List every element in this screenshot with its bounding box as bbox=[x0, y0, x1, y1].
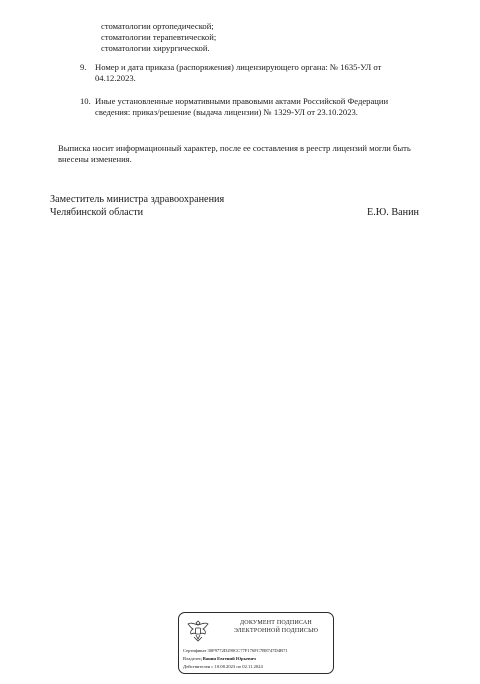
stamp-owner-row bbox=[183, 656, 256, 662]
disclaimer-line1: Выписка носит информационный характер, после ее составления в реестр лицензий могли быть bbox=[58, 143, 411, 153]
item-9-text-line2: 04.12.2023. bbox=[95, 73, 136, 83]
stamp-title-line2: ЭЛЕКТРОННОЙ ПОДПИСЬЮ bbox=[233, 628, 319, 634]
stamp-title-line1: ДОКУМЕНТ ПОДПИСАН bbox=[240, 620, 312, 626]
stamp-validity-label: Действителен с bbox=[183, 664, 214, 669]
activity-item: стоматологии ортопедической; bbox=[101, 21, 214, 31]
activity-item: стоматологии хирургической. bbox=[101, 43, 210, 53]
item-9-text-line1: Номер и дата приказа (распоряжения) лицензирующего органа: № 1635-УЛ от bbox=[95, 62, 382, 72]
stamp-certificate-value: 30F9772D290CC77F176FC7B8747D4B71 bbox=[207, 648, 288, 653]
item-10-text-line1: Иные установленные нормативными правовыми актами Российской Федерации bbox=[95, 96, 389, 106]
stamp-validity-value: 10.08.2023 по 02.11.2024 bbox=[214, 664, 263, 669]
signatory-position-line2: Челябинской области bbox=[50, 207, 144, 218]
signatory-position-line1: Заместитель министра здравоохранения bbox=[50, 194, 225, 205]
stamp-owner-label: Владелец bbox=[183, 656, 202, 661]
stamp-certificate-row bbox=[183, 648, 288, 654]
electronic-signature-stamp bbox=[178, 612, 334, 674]
signatory-name: Е.Ю. Ванин bbox=[367, 207, 420, 218]
item-9-number: 9. bbox=[80, 62, 87, 72]
item-10-text-line2: сведения: приказ/решение (выдача лицензии) № 1329-УЛ от 23.10.2023. bbox=[95, 107, 358, 117]
stamp-owner-value: Ванин Евгений Юрьевич bbox=[202, 656, 256, 661]
disclaimer-line2: внесены изменения. bbox=[58, 154, 132, 164]
item-10-number: 10. bbox=[80, 96, 91, 106]
coat-of-arms-icon bbox=[185, 617, 211, 643]
stamp-certificate-label: Сертификат bbox=[183, 648, 207, 653]
stamp-validity-row bbox=[183, 664, 263, 670]
activity-item: стоматологии терапевтической; bbox=[101, 32, 217, 42]
